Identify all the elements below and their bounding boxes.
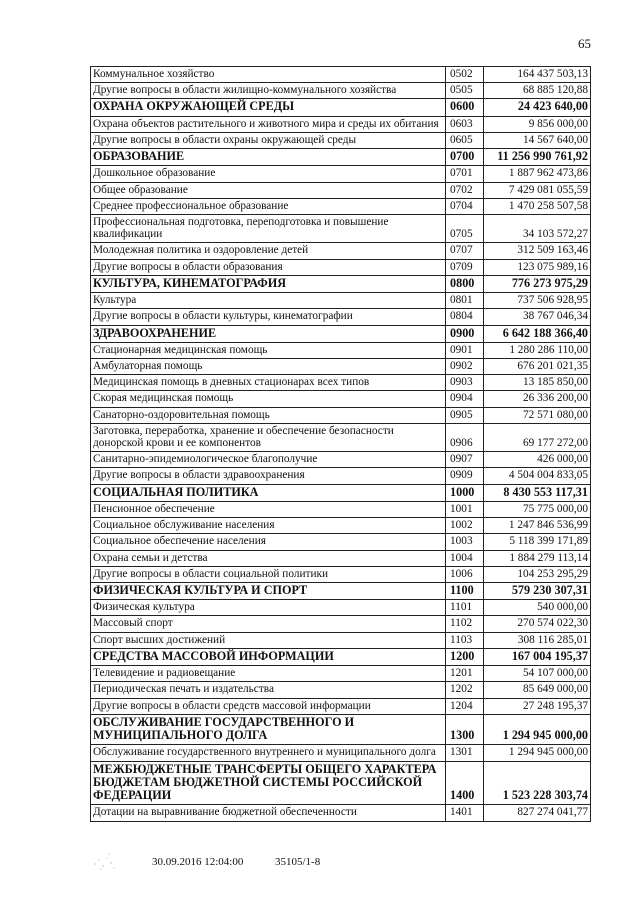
section-row — [91, 484, 591, 501]
row-name: Дошкольное образование — [91, 166, 446, 182]
row-amount: 270 574 022,30 — [484, 616, 591, 632]
table-row — [91, 550, 591, 566]
row-code: 0906 — [446, 423, 484, 451]
row-amount: 69 177 272,00 — [484, 423, 591, 451]
row-name: Спорт высших достижений — [91, 632, 446, 648]
section-row — [91, 714, 591, 745]
table-row — [91, 566, 591, 582]
row-amount: 1 523 228 303,74 — [484, 761, 591, 805]
row-code: 0901 — [446, 342, 484, 358]
row-name: ФИЗИЧЕСКАЯ КУЛЬТУРА И СПОРТ — [91, 582, 446, 599]
row-amount: 164 437 503,13 — [484, 67, 591, 83]
row-amount: 11 256 990 761,92 — [484, 149, 591, 166]
row-code: 0600 — [446, 99, 484, 116]
row-amount: 7 429 081 055,59 — [484, 182, 591, 198]
row-name: Среднее профессиональное образование — [91, 198, 446, 214]
row-code: 0603 — [446, 116, 484, 132]
page-number: 65 — [578, 36, 591, 51]
table-row — [91, 501, 591, 517]
row-code: 0800 — [446, 275, 484, 292]
table-row — [91, 342, 591, 358]
row-amount: 9 856 000,00 — [484, 116, 591, 132]
row-code: 1400 — [446, 761, 484, 805]
row-code: 0905 — [446, 407, 484, 423]
row-name: МЕЖБЮДЖЕТНЫЕ ТРАНСФЕРТЫ ОБЩЕГО ХАРАКТЕРА БЮДЖЕТАМ БЮДЖЕТНОЙ СИСТЕМЫ РОССИЙСКОЙ ФЕДЕРАЦИИ — [91, 761, 446, 805]
row-amount: 426 000,00 — [484, 452, 591, 468]
section-row — [91, 582, 591, 599]
table-row — [91, 468, 591, 484]
row-amount: 72 571 080,00 — [484, 407, 591, 423]
row-amount: 6 642 188 366,40 — [484, 325, 591, 342]
row-code: 1102 — [446, 616, 484, 632]
row-code: 0704 — [446, 198, 484, 214]
row-code: 1004 — [446, 550, 484, 566]
row-code: 1003 — [446, 534, 484, 550]
row-name: Другие вопросы в области жилищно-коммунального хозяйства — [91, 83, 446, 99]
row-name: ЗДРАВООХРАНЕНИЕ — [91, 325, 446, 342]
row-amount: 167 004 195,37 — [484, 648, 591, 665]
row-name: Молодежная политика и оздоровление детей — [91, 243, 446, 259]
row-code: 0702 — [446, 182, 484, 198]
table-row — [91, 616, 591, 632]
table-row — [91, 452, 591, 468]
row-code: 1201 — [446, 666, 484, 682]
row-amount: 34 103 572,27 — [484, 215, 591, 243]
row-name: Охрана объектов растительного и животного мира и среды их обитания — [91, 116, 446, 132]
row-code: 0900 — [446, 325, 484, 342]
row-amount: 8 430 553 117,31 — [484, 484, 591, 501]
table-row — [91, 407, 591, 423]
row-name: Физическая культура — [91, 600, 446, 616]
row-name: Культура — [91, 293, 446, 309]
row-amount: 26 336 200,00 — [484, 391, 591, 407]
section-row — [91, 648, 591, 665]
table-row — [91, 745, 591, 761]
row-code: 1202 — [446, 682, 484, 698]
row-name: Охрана семьи и детства — [91, 550, 446, 566]
row-code: 0902 — [446, 359, 484, 375]
table-row — [91, 698, 591, 714]
row-name: Другие вопросы в области средств массовой информации — [91, 698, 446, 714]
row-name: Периодическая печать и издательства — [91, 682, 446, 698]
row-amount: 123 075 989,16 — [484, 259, 591, 275]
section-row — [91, 149, 591, 166]
row-amount: 579 230 307,31 — [484, 582, 591, 599]
row-amount: 14 567 640,00 — [484, 132, 591, 148]
row-code: 0804 — [446, 309, 484, 325]
row-name: Санитарно-эпидемиологическое благополучие — [91, 452, 446, 468]
table-row — [91, 682, 591, 698]
row-code: 1006 — [446, 566, 484, 582]
row-name: Коммунальное хозяйство — [91, 67, 446, 83]
row-name: Профессиональная подготовка, переподготовка и повышение квалификации — [91, 215, 446, 243]
row-name: ОБРАЗОВАНИЕ — [91, 149, 446, 166]
row-code: 0707 — [446, 243, 484, 259]
row-code: 1001 — [446, 501, 484, 517]
row-name: Другие вопросы в области культуры, кинематографии — [91, 309, 446, 325]
row-name: Медицинская помощь в дневных стационарах всех типов — [91, 375, 446, 391]
row-amount: 1 470 258 507,58 — [484, 198, 591, 214]
row-amount: 312 509 163,46 — [484, 243, 591, 259]
row-name: Заготовка, переработка, хранение и обеспечение безопасности донорской крови и ее компонентов — [91, 423, 446, 451]
row-name: ОБСЛУЖИВАНИЕ ГОСУДАРСТВЕННОГО И МУНИЦИПАЛЬНОГО ДОЛГА — [91, 714, 446, 745]
table-row — [91, 166, 591, 182]
row-code: 0700 — [446, 149, 484, 166]
table-row — [91, 67, 591, 83]
table-row — [91, 518, 591, 534]
row-code: 0705 — [446, 215, 484, 243]
row-amount: 13 185 850,00 — [484, 375, 591, 391]
section-row — [91, 99, 591, 116]
row-name: Другие вопросы в области охраны окружающей среды — [91, 132, 446, 148]
row-code: 0709 — [446, 259, 484, 275]
row-name: Социальное обеспечение населения — [91, 534, 446, 550]
row-amount: 27 248 195,37 — [484, 698, 591, 714]
table-row — [91, 182, 591, 198]
budget-table — [90, 66, 591, 822]
row-code: 1301 — [446, 745, 484, 761]
row-amount: 1 294 945 000,00 — [484, 745, 591, 761]
row-code: 1401 — [446, 805, 484, 821]
section-row — [91, 761, 591, 805]
row-amount: 85 649 000,00 — [484, 682, 591, 698]
row-code: 1204 — [446, 698, 484, 714]
row-amount: 24 423 640,00 — [484, 99, 591, 116]
row-code: 1100 — [446, 582, 484, 599]
row-amount: 737 506 928,95 — [484, 293, 591, 309]
row-amount: 1 887 962 473,86 — [484, 166, 591, 182]
table-row — [91, 375, 591, 391]
table-row — [91, 198, 591, 214]
row-name: Скорая медицинская помощь — [91, 391, 446, 407]
row-name: Другие вопросы в области здравоохранения — [91, 468, 446, 484]
row-name: Амбулаторная помощь — [91, 359, 446, 375]
row-code: 0907 — [446, 452, 484, 468]
table-row — [91, 359, 591, 375]
budget-table-body — [91, 67, 591, 822]
row-code: 1103 — [446, 632, 484, 648]
table-row — [91, 600, 591, 616]
row-name: Общее образование — [91, 182, 446, 198]
row-name: Другие вопросы в области социальной политики — [91, 566, 446, 582]
row-amount: 54 107 000,00 — [484, 666, 591, 682]
table-row — [91, 132, 591, 148]
table-row — [91, 666, 591, 682]
table-row — [91, 293, 591, 309]
table-row — [91, 83, 591, 99]
row-code: 0801 — [446, 293, 484, 309]
section-row — [91, 325, 591, 342]
row-amount: 827 274 041,77 — [484, 805, 591, 821]
row-amount: 75 775 000,00 — [484, 501, 591, 517]
row-name: ОХРАНА ОКРУЖАЮЩЕЙ СРЕДЫ — [91, 99, 446, 116]
table-row — [91, 243, 591, 259]
table-row — [91, 391, 591, 407]
row-amount: 308 116 285,01 — [484, 632, 591, 648]
row-code: 0909 — [446, 468, 484, 484]
row-name: Стационарная медицинская помощь — [91, 342, 446, 358]
row-amount: 1 247 846 536,99 — [484, 518, 591, 534]
row-amount: 4 504 004 833,05 — [484, 468, 591, 484]
row-code: 0502 — [446, 67, 484, 83]
scan-noise-mark — [92, 850, 118, 872]
row-name: Телевидение и радиовещание — [91, 666, 446, 682]
row-amount: 5 118 399 171,89 — [484, 534, 591, 550]
row-amount: 104 253 295,29 — [484, 566, 591, 582]
row-code: 0605 — [446, 132, 484, 148]
row-code: 1300 — [446, 714, 484, 745]
row-name: Пенсионное обеспечение — [91, 501, 446, 517]
row-amount: 1 884 279 113,14 — [484, 550, 591, 566]
row-code: 1002 — [446, 518, 484, 534]
table-row — [91, 534, 591, 550]
table-row — [91, 116, 591, 132]
row-code: 1101 — [446, 600, 484, 616]
table-row — [91, 805, 591, 821]
row-amount: 776 273 975,29 — [484, 275, 591, 292]
row-amount: 38 767 046,34 — [484, 309, 591, 325]
row-name: СОЦИАЛЬНАЯ ПОЛИТИКА — [91, 484, 446, 501]
row-amount: 540 000,00 — [484, 600, 591, 616]
table-row — [91, 259, 591, 275]
row-code: 1200 — [446, 648, 484, 665]
row-code: 0505 — [446, 83, 484, 99]
row-name: Санаторно-оздоровительная помощь — [91, 407, 446, 423]
row-name: Дотации на выравнивание бюджетной обеспеченности — [91, 805, 446, 821]
section-row — [91, 275, 591, 292]
footer-doc-number: 35105/1-8 — [275, 856, 321, 868]
row-name: СРЕДСТВА МАССОВОЙ ИНФОРМАЦИИ — [91, 648, 446, 665]
row-amount: 1 280 286 110,00 — [484, 342, 591, 358]
row-amount: 68 885 120,88 — [484, 83, 591, 99]
row-code: 0701 — [446, 166, 484, 182]
row-name: Социальное обслуживание населения — [91, 518, 446, 534]
table-row — [91, 423, 591, 451]
row-code: 1000 — [446, 484, 484, 501]
table-row — [91, 215, 591, 243]
table-row — [91, 309, 591, 325]
row-name: Обслуживание государственного внутреннего и муниципального долга — [91, 745, 446, 761]
row-code: 0904 — [446, 391, 484, 407]
row-name: Другие вопросы в области образования — [91, 259, 446, 275]
row-amount: 1 294 945 000,00 — [484, 714, 591, 745]
row-name: Массовый спорт — [91, 616, 446, 632]
footer-date: 30.09.2016 12:04:00 — [152, 856, 244, 868]
row-code: 0903 — [446, 375, 484, 391]
row-amount: 676 201 021,35 — [484, 359, 591, 375]
table-row — [91, 632, 591, 648]
row-name: КУЛЬТУРА, КИНЕМАТОГРАФИЯ — [91, 275, 446, 292]
